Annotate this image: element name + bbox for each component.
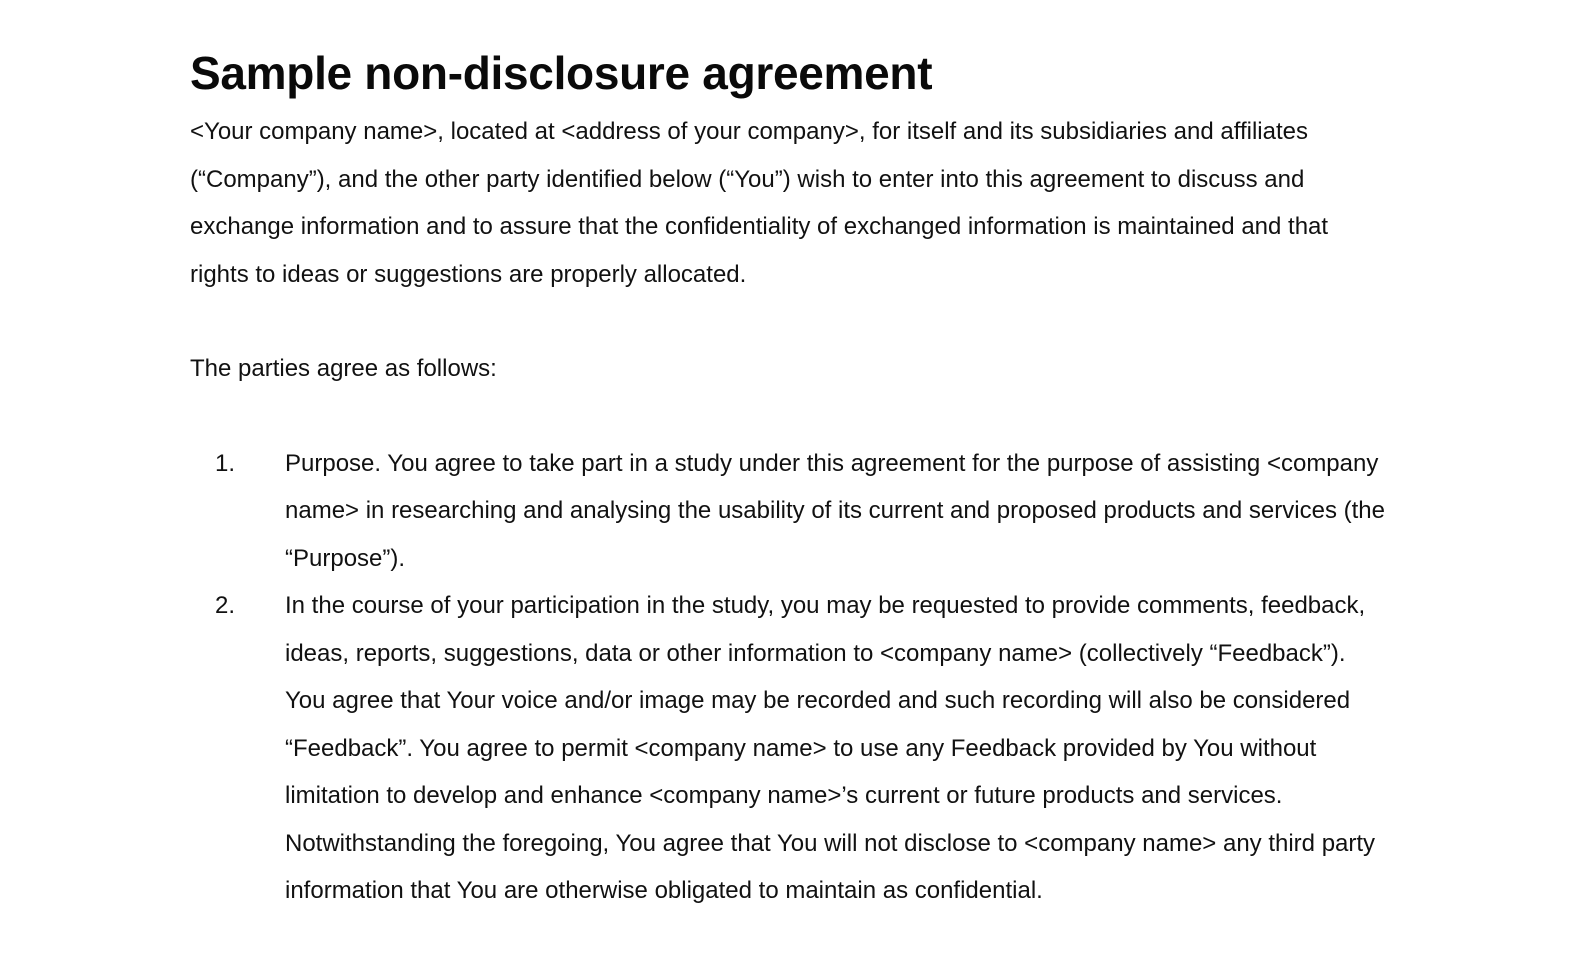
agree-paragraph: The parties agree as follows:	[190, 355, 497, 382]
clause-number: 1.	[215, 449, 236, 477]
document	[190, 44, 1390, 915]
clause-item-2	[190, 582, 1390, 915]
clause-list	[190, 440, 1390, 915]
clause-text: Purpose. You agree to take part in a study under this agreement for the purpose of assisting <company name> in researching and analysing the usability of its current and proposed products and services (the “Purpose”).	[285, 449, 1385, 572]
intro-paragraph: <Your company name>, located at <address of your company>, for itself and its subsidiaries and affiliates (“Company”), and the other party identified below (“You”) wish to enter into this agreement to discuss and exchange information and to assure that the confidentiality of exchanged information is maintained and that rights to ideas or suggestions are properly allocated.	[190, 118, 1329, 288]
clause-text: In the course of your participation in the study, you may be requested to provide comments, feedback, ideas, reports, suggestions, data or other information to <company name> (collectively “Feedback”). You agree that Your voice and/or image may be recorded and such recording will also be considered “Feedback”. You agree to permit <company name> to use any Feedback provided by You without limitation to develop and enhance <company name>’s current or future products and services. Notwithstanding the foregoing, You agree that You will not disclose to <company name> any third party information that You are otherwise obligated to maintain as confidential.	[285, 592, 1376, 904]
clause-item-1	[190, 440, 1390, 583]
clause-number: 2.	[215, 592, 236, 619]
document-title: Sample non-disclosure agreement	[190, 47, 933, 99]
